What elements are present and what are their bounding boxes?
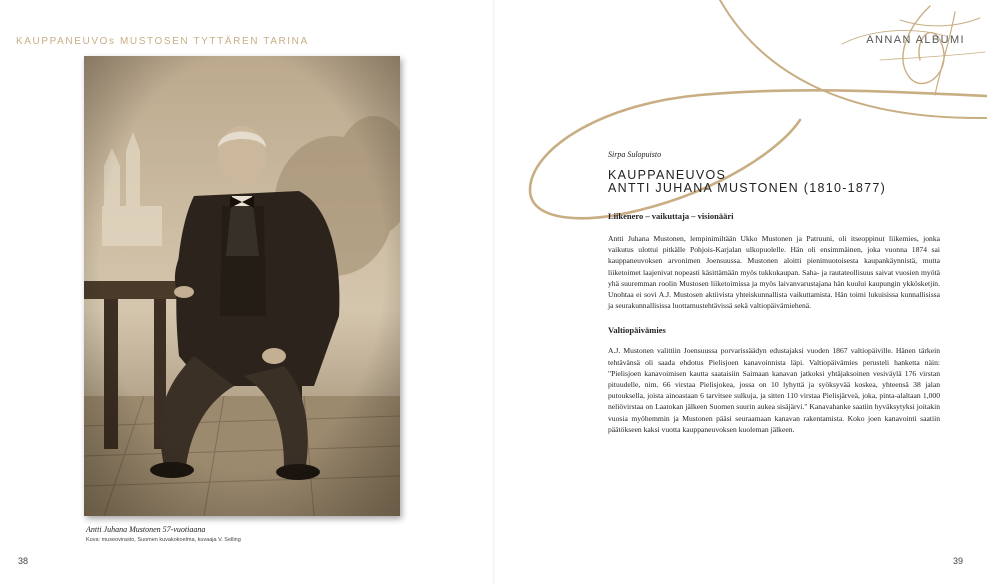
article-author: Sirpa Sulopuisto (608, 150, 662, 159)
article-paragraph-2: A.J. Mustonen valittiin Joensuussa porvarissäädyn edustajaksi vuoden 1867 valtiopäiville. Hänen tärkein tehtävänsä oli saada ehdotus Pielisjoen kanavoinnista läpi. Valtiopäivämies perusteli hanketta näin: "Pielisjoen kanavoimisen kautta saataisiin Saimaan kanavan jatkoksi yhtäjaksoinen vesiväylä 176 virstan pituudelle, nim. 66 virstaa Pielisjokea, jossa on 10 lyhyttä ja syöksyvää koskea, yhteensä 38 jalan putouksella, joista ainoastaan 6 tarvitsee sulkuja, ja sitten 110 virstaa Pielisjärveä, joka, pinta-alaltaan 1,000 neliövirstaa on Laatokan jälkeen Suomen suurin aukea sisäjärvi." Kanavahanke saatiin hyväksytyksi joitakin vuosia myöhemmin ja Mustonen pääsi seuraamaan kanavan rakentamista. Koko joen kanavointi saatiin päätökseen kaksi vuotta kauppaneuvoksen kuoleman jälkeen. (608, 346, 940, 434)
page-number-left: 38 (18, 556, 29, 566)
article-paragraph-1: Antti Juhana Mustonen, lempinimiltään Ukko Mustonen ja Patruuni, oli itseoppinut liikemies, jonka vaikutus ulottui pitkälle Pohjois-Karjalan ulkopuolelle. Hän oli ensimmäinen, joka vuonna 1874 sai kauppaneuvoksen arvonimen Joensuussa. Mustonen aloitti pienimuotoisesta kaupankäynnistä, mutta liiketoimet laajenivat nopeasti käsittämään myös tukkukaupan. Saha- ja rautateollisuus saivat vuosien myötä yhä suuremman roolin Mustosen liiketoimissa ja myös laivanvarustajana hän kuului kaupungin ykkösketjin. Unohtaa ei sovi A.J. Mustosen aktiivista yhteiskunnallista vaikuttamista. Hän toimi lukuisissa kunnallisissa ja seurakunnallisissa luottamustehtävissä sekä valtiopäivämiehenä. (608, 234, 940, 311)
photo-caption: Antti Juhana Mustonen 57-vuotiaana (86, 525, 206, 534)
section-heading: Valtiopäivämies (608, 325, 666, 336)
article (608, 150, 940, 435)
article-title-line1: KAUPPANEUVOS (608, 168, 727, 182)
article-subtitle: Liikenero – vaikuttaja – visionääri (608, 211, 734, 221)
running-header-left: KAUPPANEUVOs MUSTOSEN TYTTÄREN TARINA (16, 36, 309, 47)
article-title-line2: ANTTI JUHANA MUSTONEN (1810-1877) (608, 181, 887, 195)
page-number-right: 39 (952, 556, 963, 566)
photo-credit: Kuva: museovirasto, Suomen kuvakokoelma, kuvaaja V. Selling (86, 537, 241, 543)
portrait-photo (84, 56, 400, 516)
running-header-right: ANNAN ALBUMI (866, 34, 965, 46)
article-title (608, 169, 940, 195)
page-gutter (493, 0, 495, 584)
